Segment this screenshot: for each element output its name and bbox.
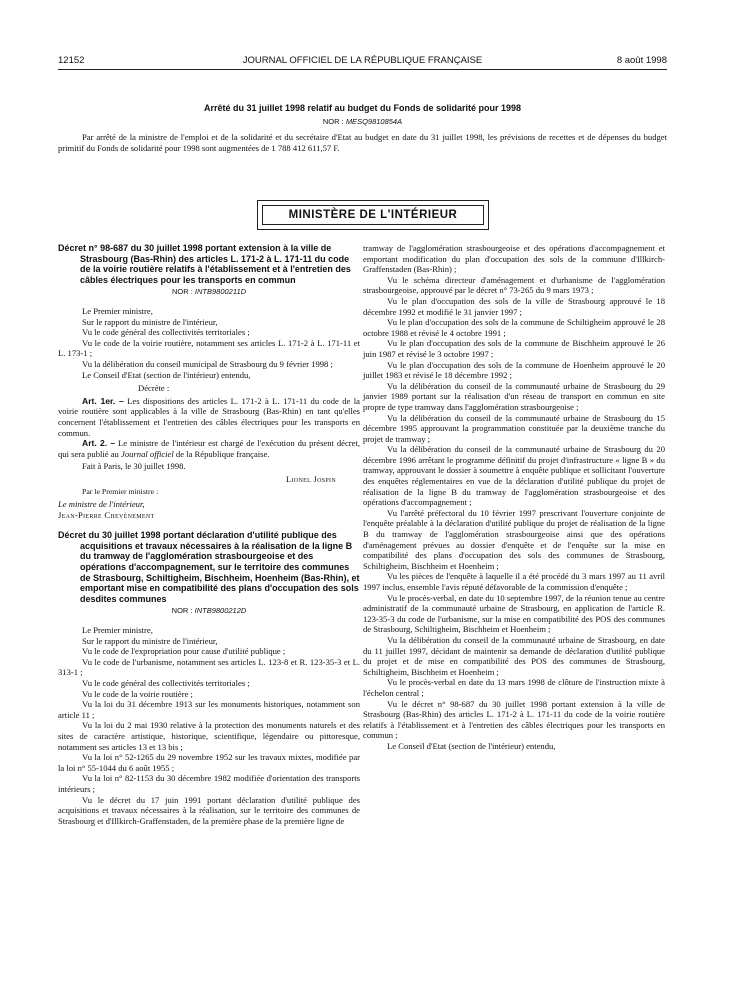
paragraph: Vu la loi n° 52-1265 du 29 novembre 1952 sur les travaux mixtes, modifiée par la loi n° 55-1044 du 6 août 1955 ; (58, 752, 360, 773)
nor-label: NOR : (322, 117, 344, 126)
paragraph: Vu la délibération du conseil de la communauté urbaine de Strasbourg du 15 décembre 1995 approuvant la programmation constituée par la deuxième tranche du projet de tramway ; (363, 412, 665, 444)
paragraph: Vu le plan d'occupation des sols de la commune de Bischheim approuvé le 26 juin 1987 et révisé le 3 octobre 1997 ; (363, 338, 665, 359)
paragraph: Vu le code de l'urbanisme, notamment ses articles L. 123-8 et R. 123-35-3 et L. 313-1 ; (58, 656, 360, 678)
article-2 (58, 438, 360, 459)
paragraph: Vu les pièces de l'enquête à laquelle il a été procédé du 3 mars 1997 au 11 avril 1997 inclus, ensemble l'avis réputé défavorable de la commission d'enquête ; (363, 571, 665, 592)
nor-label: NOR : (171, 606, 193, 616)
nor-code: INTB9800212D (194, 606, 247, 616)
header-rule (58, 69, 667, 70)
decrete-heading: Décrète : (138, 383, 170, 394)
signature-prime-minister: Lionel Jospin (286, 473, 336, 484)
article-1 (58, 396, 360, 438)
nor-code: MESQ9810854A (345, 117, 403, 126)
paragraph: Vu le code de la voirie routière, notamment ses articles L. 171-2 à L. 171-11 et L. 173-1 ; (58, 337, 360, 359)
paragraph: Le Premier ministre, (82, 305, 153, 316)
article-2-text-b: de la République française. (175, 448, 270, 459)
paragraph: tramway de l'agglomération strasbourgeoise et des opérations d'accompagnement et emportant modification du plan d'occupation des sols de la commune d'Illkirch-Graffenstaden (Bas-Rhin) ; (363, 243, 665, 275)
paragraph: Vu le décret n° 98-687 du 30 juillet 1998 portant extension à la ville de Strasbourg (Bas-Rhin) des articles L. 171-2 à L. 171-11 du code de la voirie routière relatifs à l'établissement et à l'entretien des câbles électriques pour les transports en commun ; (363, 698, 665, 741)
arrete-body: Par arrêté de la ministre de l'emploi et de la solidarité et du secrétaire d'Etat au budget en date du 31 juillet 1998, les prévisions de recettes et de dépenses du budget primitif du Fonds de solidarité pour 1998 sont augmentées de 1 788 412 611,57 F. (58, 132, 667, 153)
paragraph: Vu le code général des collectivités territoriales ; (82, 677, 250, 688)
paragraph: Vu la délibération du conseil de la communauté urbaine de Strasbourg, en date du 11 juillet 1997, décidant de maintenir sa demande de déclaration d'utilité publique du projet et de mise en compatibilité des POS des communes de Strasbourg, Schiltigheim, Bischheim et Hoenheim ; (363, 634, 665, 677)
decree2-title-first: Décret du 30 juillet 1998 portant déclaration d'utilité (58, 530, 279, 541)
paragraph: Vu l'arrêté préfectoral du 10 février 1997 prescrivant l'ouverture conjointe de l'enquête préalable à la déclaration d'utilité publique du projet de réalisation de la ligne B du tramway de l'agglomération strasbourgeoise ainsi que des opérations d'aménagement prévues au dossier d'enquête et de l'enquête sur la mise en compatibilité des plans d'occupation des sols des communes de Strasbourg, Schiltigheim, Bischheim et Hoenheim ; (363, 507, 665, 571)
journal-officiel-ref: Journal officiel (121, 448, 174, 459)
paragraph: Sur le rapport du ministre de l'intérieur, (82, 316, 218, 327)
paragraph: Vu le procès-verbal en date du 13 mars 1998 de clôture de l'instruction mixte à l'échelon central ; (363, 677, 665, 698)
decree1-title-rest: la ville de Strasbourg (Bas-Rhin) des articles L. 171-2 à L. 171-11 du code de la voirie routière relatifs à l'établissement et à l'entretien des câbles électriques pour les transports en commun (80, 243, 351, 285)
paragraph: Sur le rapport du ministre de l'intérieur, (82, 635, 218, 646)
issue-date: 8 août 1998 (616, 55, 667, 66)
paragraph: Vu la délibération du conseil de la communauté urbaine de Strasbourg du 29 janvier 1989 portant sur la réalisation d'un réseau de transport en commun en site propre de type tramway dans l'agglomération strasbourgeoise ; (363, 380, 665, 412)
ministry-box (257, 200, 489, 230)
paragraph: Vu le procès-verbal, en date du 10 septembre 1997, de la réunion tenue au centre administratif de la communauté urbaine de Strasbourg, en application de l'article R. 123-35-3 du code de l'urbanisme, sur la mise en compatibilité des POS des communes de Strasbourg, Schiltigheim, Bischheim et Hoenheim ; (363, 592, 665, 635)
decree1-title-first: Décret n° 98-687 du 30 juillet 1998 portant extension à (58, 243, 289, 253)
paragraph: Vu le code de la voirie routière ; (82, 688, 193, 699)
arrete-nor (58, 117, 667, 126)
nor-label: NOR : (171, 287, 193, 297)
paragraph: Le Conseil d'Etat (section de l'intérieur) entendu, (387, 740, 556, 751)
decree2-title-rest: publique des acquisitions et travaux nécessaires à la réalisation de la ligne B du tramway de l'agglomération strasbourgeoise et des opérations d'accompagnement, sur le territoire des communes de Strasbourg, Schiltigheim, Bischheim, Hoenheim (Bas-Rhin), et emportant mise en compatibilité des plans d'occupation des sols desdites communes (80, 530, 360, 604)
article-1-label: Art. 1er. – (82, 395, 124, 406)
paragraph: Le Premier ministre, (82, 625, 153, 635)
signature-minister: Jean-Pierre Chevènement (58, 509, 155, 520)
right-column (363, 243, 665, 752)
page-header (58, 55, 667, 69)
paragraph: Le Conseil d'Etat (section de l'intérieur) entendu, (82, 369, 251, 380)
left-column (58, 243, 360, 826)
decree2-title (58, 530, 360, 604)
paragraph: Vu la loi du 2 mai 1930 relative à la protection des monuments naturels et des sites de caractère artistique, historique, scientifique, légendaire ou pittoresque, notamment ses articles 13 et 13 bis ; (58, 720, 360, 752)
fait-a-paris: Fait à Paris, le 30 juillet 1998. (82, 461, 186, 472)
minister-title: Le ministre de l'intérieur, (58, 499, 145, 510)
ministry-heading: MINISTÈRE DE L'INTÉRIEUR (262, 205, 484, 225)
article-2-label: Art. 2. – (82, 438, 116, 449)
arrete-title: Arrêté du 31 juillet 1998 relatif au budget du Fonds de solidarité pour 1998 (203, 103, 522, 113)
paragraph: Vu la loi du 31 décembre 1913 sur les monuments historiques, notamment son article 11 ; (58, 699, 360, 720)
nor-code: INTB9800211D (194, 287, 247, 297)
decree1-nor (58, 287, 360, 298)
decree1-title (58, 243, 360, 285)
journal-title: JOURNAL OFFICIEL DE LA RÉPUBLIQUE FRANÇAISE (242, 55, 483, 66)
paragraph: Vu le plan d'occupation des sols de la commune de Schiltigheim approuvé le 28 octobre 1988 et révisé le 4 octobre 1991 ; (363, 317, 665, 338)
article-1-text: Les dispositions des articles L. 171-2 à L. 171-11 du code de la voirie routière sont applicables à la ville de Strasbourg (Bas-Rhin) en tant qu'elles concernent l'établissement et l'entretien des câbles électriques pour les transports en commun. (58, 395, 360, 438)
paragraph: Vu le plan d'occupation des sols de la ville de Strasbourg approuvé le 18 décembre 1992 et modifié le 31 janvier 1997 ; (363, 295, 665, 317)
article-2-text-a: Le ministre de l'intérieur est chargé de l'exécution du présent décret, qui sera publié au (58, 438, 360, 459)
paragraph: Vu le décret du 17 juin 1991 portant déclaration d'utilité publique des acquisitions et travaux nécessaires à la réalisation, sur le territoire des communes de Strasbourg et d'Illkirch-Graffenstaden, de la première phase de la première ligne de (58, 794, 360, 826)
paragraph: Vu le schéma directeur d'aménagement et d'urbanisme de l'agglomération strasbourgeoise, approuvé par le décret n° 73-265 du 9 mars 1973 ; (363, 274, 665, 296)
paragraph: Vu la loi n° 82-1153 du 30 décembre 1982 modifiée d'orientation des transports intérieurs ; (58, 773, 360, 794)
paragraph: Vu le code général des collectivités territoriales ; (82, 327, 250, 338)
paragraph: Vu le plan d'occupation des sols de la commune de Hoenheim approuvé le 20 juillet 1983 et révisé le 18 décembre 1992 ; (363, 359, 665, 381)
paragraph: Vu la délibération du conseil de la communauté urbaine de Strasbourg du 20 décembre 1996 arrêtant le programme définitif du projet d'infrastructure « ligne B » du tramway, approuvant le dossier à soumettre à enquête publique et sollicitant l'ouverture des enquêtes réglementaires en vue de la déclaration d'utilité publique du projet de réalisation de la ligne B du tramway de l'agglomération strasbourgeoise et des opérations d'accompagnement ; (363, 444, 665, 508)
paragraph: Vu le code de l'expropriation pour cause d'utilité publique ; (82, 646, 286, 657)
page-number: 12152 (58, 55, 85, 66)
par-le-premier-ministre: Par le Premier ministre : (82, 487, 159, 497)
paragraph: Vu la délibération du conseil municipal de Strasbourg du 9 février 1998 ; (82, 358, 333, 369)
decree2-nor (58, 606, 360, 617)
